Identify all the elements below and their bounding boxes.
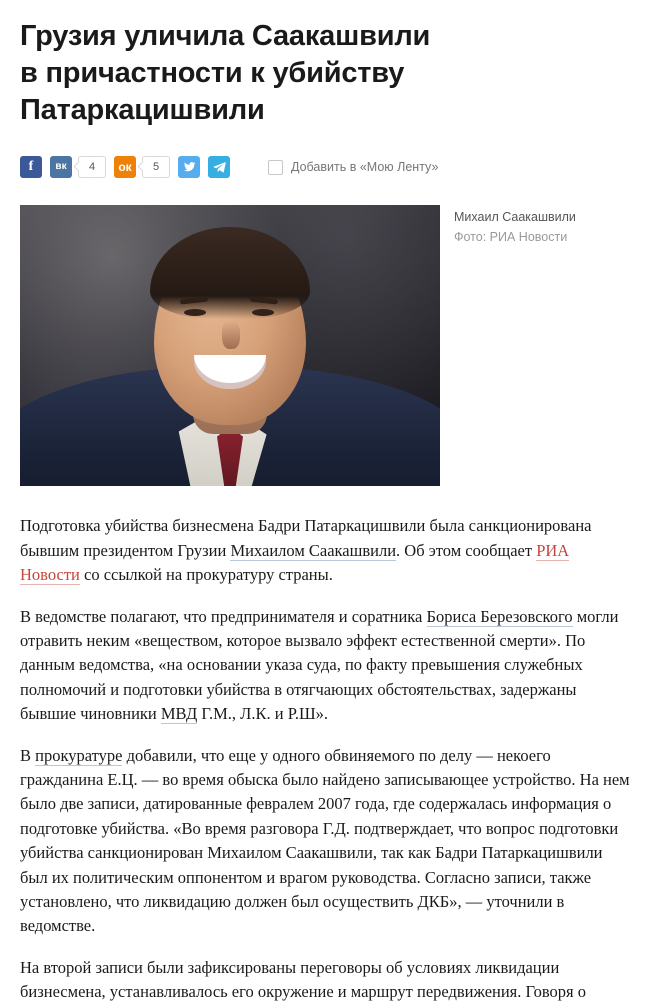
photo-caption <box>454 205 576 486</box>
odnoklassniki-icon[interactable]: ок <box>114 156 136 178</box>
photo-caption-source: Фото: РИА Новости <box>454 229 568 244</box>
headline-line-3: Патаркацишвили <box>20 94 265 127</box>
share-vkontakte[interactable] <box>50 156 106 178</box>
headline-line-1: Грузия уличила Саакашвили <box>20 20 431 52</box>
add-to-feed-label: Добавить в «Мою Ленту» <box>291 160 439 175</box>
vkontakte-icon[interactable]: вк <box>50 156 72 178</box>
add-to-feed-checkbox[interactable] <box>268 160 283 175</box>
photo-caption-title: Михаил Саакашвили <box>454 210 576 225</box>
p2-text-b: могли отравить неким «веществом, которое вызвало эффект естественной смерти». По данным ведомства, «на основании указа суда, по факту превышения служебных полномочий и подготовки убийства в отягчающих обстоятельствах, задержаны бывшие чиновники <box>20 606 619 724</box>
twitter-icon[interactable] <box>178 156 200 178</box>
p2-text-a: В ведомстве полагают, что предпринимателя и соратника <box>20 606 427 626</box>
odnoklassniki-share-count[interactable]: 5 <box>142 156 170 178</box>
add-to-my-feed[interactable] <box>268 160 438 175</box>
article-paragraph-3 <box>20 744 632 939</box>
headline-line-2: в причастности к убийству <box>20 57 405 90</box>
link-boris-berezovsky[interactable]: Бориса Березовского <box>426 606 573 626</box>
share-twitter[interactable] <box>178 156 200 178</box>
share-telegram[interactable] <box>208 156 230 178</box>
vkontakte-share-count[interactable]: 4 <box>78 156 106 178</box>
share-facebook[interactable] <box>20 156 42 178</box>
article-paragraph-2 <box>20 605 632 727</box>
p2-text-c: Г.М., Л.К. и Р.Ш». <box>197 704 328 724</box>
article-paragraph-1 <box>20 514 632 587</box>
p3-text-a: В <box>20 745 36 765</box>
link-mikhail-saakashvili[interactable]: Михаилом Саакашвили <box>230 540 397 560</box>
share-odnoklassniki[interactable] <box>114 156 170 178</box>
p1-text-b: . Об этом сообщает <box>396 540 537 560</box>
page-title <box>20 12 632 129</box>
photo-nose <box>222 321 240 349</box>
article-paragraph-4: На второй записи были зафиксированы переговоры об условиях ликвидации бизнесмена, устанавливалось его окружение и маршрут передвижения. Говоря о <box>20 957 587 1002</box>
link-prokuratura[interactable]: прокуратуре <box>35 745 123 765</box>
article-media <box>20 205 632 486</box>
article-page <box>0 12 652 1005</box>
p1-text-a: Подготовка убийства бизнесмена Бадри Патаркацишвили была санкционирована бывшим президентом Грузии <box>20 516 592 560</box>
share-bar <box>20 153 632 181</box>
facebook-icon[interactable]: f <box>20 156 42 178</box>
p3-text-b: добавили, что еще у одного обвиняемого по делу — некоего гражданина Е.Ц. — во время обыска было найдено записывающее устройство. На нем было две записи, датированные февралем 2007 года, где содержалась информация о подготовке убийства. «Во время разговора Г.Д. подтверждает, что вопрос подготовки убийства санкционирован Михаилом Саакашвили, так как Бадри Патаркацишвили был их политическим оппонентом и врагом руководства. Согласно записи, также установлено, что ликвидацию должен был осуществить ДКБ», — уточнили в ведомстве. <box>20 745 630 936</box>
p1-text-c: со ссылкой на прокуратуру страны. <box>79 565 333 585</box>
link-mvd[interactable]: МВД <box>160 704 198 724</box>
link-ria-novosti[interactable]: РИА Новости <box>20 540 570 585</box>
telegram-icon[interactable] <box>208 156 230 178</box>
article-photo <box>20 205 440 486</box>
article-body <box>20 514 632 1004</box>
